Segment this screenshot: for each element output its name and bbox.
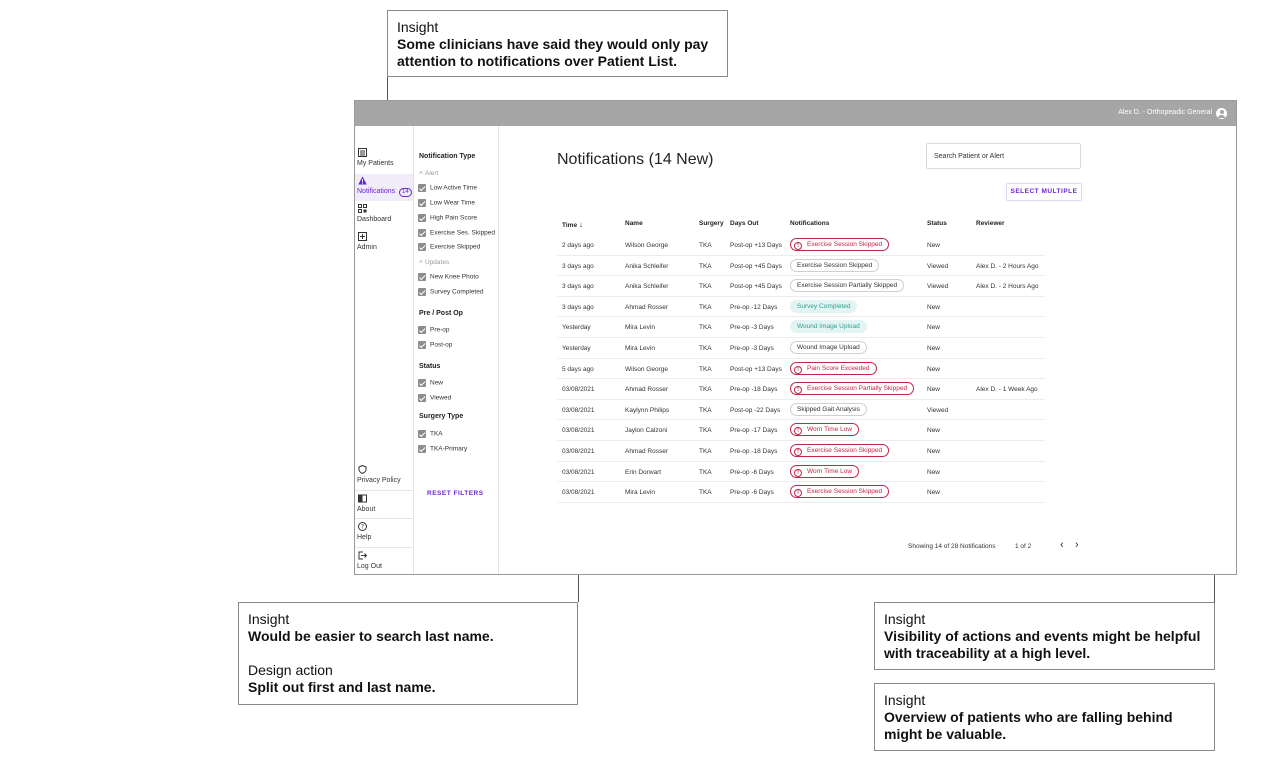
cell-surgery: TKA xyxy=(699,303,712,311)
warning-icon xyxy=(358,176,367,185)
pagination-summary: Showing 14 of 28 Notifications xyxy=(908,543,996,550)
nav-item-dashboard[interactable] xyxy=(355,202,413,229)
caret-up-icon: ˄ xyxy=(419,259,423,266)
cell-days-out: Pre-op -18 Days xyxy=(730,448,778,455)
next-page-button[interactable]: › xyxy=(1075,539,1079,551)
alert-icon: ! xyxy=(794,469,802,477)
select-multiple-button[interactable]: SELECT MULTIPLE xyxy=(1006,183,1082,201)
cell-surgery: TKA xyxy=(699,262,712,270)
table-row[interactable] xyxy=(557,317,1045,338)
cell-days-out: Pre-op -3 Days xyxy=(730,324,774,332)
filter-panel xyxy=(414,126,499,575)
column-header-reviewer: Reviewer xyxy=(976,220,1005,227)
nav-divider xyxy=(355,490,413,491)
cell-time: 3 days ago xyxy=(562,283,594,291)
nav-label: About xyxy=(357,506,376,513)
checkbox-checked-icon xyxy=(418,229,426,237)
cell-surgery: TKA xyxy=(699,345,712,352)
filter-checkbox[interactable] xyxy=(418,379,443,387)
annotation-label: Insight xyxy=(884,611,926,627)
notification-chip-label: Skipped Gait Analysis xyxy=(797,405,860,413)
cell-name: Wilson George xyxy=(625,242,668,249)
nav-divider xyxy=(355,547,413,548)
cell-days-out: Post-op -22 Days xyxy=(730,406,781,414)
filter-checkbox[interactable] xyxy=(418,326,450,334)
sort-arrow-down-icon: ↓ xyxy=(578,220,583,229)
annotation-text: Overview of patients who are falling behind might be valuable. xyxy=(884,709,1173,742)
table-row[interactable] xyxy=(557,235,1045,256)
checkbox-checked-icon xyxy=(418,379,426,387)
notification-chip-label: Wound Image Upload xyxy=(797,344,860,351)
filter-label: New Knee Photo xyxy=(430,273,479,281)
annotation-text: Visibility of actions and events might be helpful with traceability at a high level. xyxy=(884,628,1201,661)
alert-icon: ! xyxy=(794,427,802,435)
cell-name: Kaylynn Philips xyxy=(625,406,670,414)
filter-checkbox[interactable] xyxy=(418,430,443,438)
filter-label: New xyxy=(430,379,444,387)
nav-item-log-out[interactable] xyxy=(355,549,413,575)
filter-group-label: Updates xyxy=(425,259,450,266)
filter-checkbox[interactable] xyxy=(418,288,483,296)
annotation-text: Some clinicians have said they would only pay attention to notifications over Patient List. xyxy=(397,36,709,69)
cell-reviewer: Alex D. - 1 Week Ago xyxy=(976,386,1038,394)
cell-time: 03/08/2021 xyxy=(562,406,595,414)
table-row[interactable] xyxy=(557,297,1045,318)
nav-item-help[interactable] xyxy=(355,520,413,547)
top-bar xyxy=(355,101,1236,126)
app-window xyxy=(354,100,1237,575)
nav-label: Privacy Policy xyxy=(357,477,401,484)
column-header-label: Time xyxy=(562,222,578,229)
notification-chip[interactable] xyxy=(790,403,867,416)
cell-surgery: TKA xyxy=(699,324,712,332)
filter-group-updates[interactable] xyxy=(419,259,449,266)
cell-reviewer: Alex D. - 2 Hours Ago xyxy=(976,283,1039,291)
column-header-surgery: Surgery xyxy=(699,220,724,227)
nav-label: Admin xyxy=(357,244,377,251)
checkbox-checked-icon xyxy=(418,214,426,222)
cell-time: Yesterday xyxy=(562,324,591,332)
annotation-label: Insight xyxy=(884,692,926,708)
nav-item-privacy-policy[interactable] xyxy=(355,463,413,490)
cell-time: 03/08/2021 xyxy=(562,427,595,435)
cell-surgery: TKA xyxy=(699,242,712,249)
filter-checkbox[interactable] xyxy=(418,273,479,281)
list-icon xyxy=(358,148,367,157)
cell-time: 2 days ago xyxy=(562,242,594,249)
notification-chip[interactable] xyxy=(790,423,859,436)
column-header-name: Name xyxy=(625,220,643,227)
filter-label: Low Wear Time xyxy=(430,199,476,207)
cell-name: Mira Levin xyxy=(625,345,655,352)
cell-surgery: TKA xyxy=(699,365,712,373)
filter-label: Exercise Ses. Skipped xyxy=(430,229,496,237)
table-row[interactable] xyxy=(557,462,1045,483)
cell-status: New xyxy=(927,324,941,332)
annotation-right-1 xyxy=(874,602,1215,670)
notification-chip-label: Exercise Session Partially Skipped xyxy=(797,282,898,290)
annotation-top xyxy=(387,10,728,77)
shield-icon xyxy=(358,465,367,474)
filter-heading-surgery-type: Surgery Type xyxy=(419,413,464,420)
book-icon xyxy=(358,494,367,503)
svg-text:?: ? xyxy=(360,523,365,531)
logout-icon xyxy=(358,551,367,560)
notification-chip-label: Worn Time Low xyxy=(807,426,853,434)
nav-label: Dashboard xyxy=(357,216,392,223)
checkbox-checked-icon xyxy=(418,394,426,402)
table-row[interactable] xyxy=(557,482,1045,503)
filter-checkbox[interactable] xyxy=(418,199,475,207)
annotation-right-2 xyxy=(874,683,1215,751)
cell-days-out: Post-op +45 Days xyxy=(730,283,782,291)
prev-page-button[interactable]: ‹ xyxy=(1060,539,1064,551)
cell-name: Anika Schleifer xyxy=(625,262,669,270)
cell-days-out: Pre-op -6 Days xyxy=(730,468,774,476)
notification-count-badge: 14 xyxy=(399,188,412,197)
cell-name: Ahmad Rosser xyxy=(625,448,668,455)
cell-status: Viewed xyxy=(927,406,949,414)
checkbox-checked-icon xyxy=(418,243,426,251)
table-row[interactable] xyxy=(557,256,1045,277)
reset-filters-button[interactable]: RESET FILTERS xyxy=(427,490,484,497)
column-header-time[interactable] xyxy=(562,220,583,229)
nav-label: Log Out xyxy=(357,563,382,570)
cell-surgery: TKA xyxy=(699,489,712,497)
cell-reviewer: Alex D. - 2 Hours Ago xyxy=(976,262,1039,270)
left-nav xyxy=(355,126,414,575)
cell-days-out: Post-op +45 Days xyxy=(730,262,782,270)
filter-label: High Pain Score xyxy=(430,214,477,222)
filter-label: Low Active Time xyxy=(430,184,477,192)
checkbox-checked-icon xyxy=(418,326,426,334)
pagination-pages: 1 of 2 xyxy=(1015,543,1032,550)
notification-chip[interactable] xyxy=(790,465,859,478)
filter-group-alert[interactable] xyxy=(419,170,438,177)
nav-label: My Patients xyxy=(357,160,394,167)
notification-chip[interactable] xyxy=(790,259,879,272)
plus-box-icon xyxy=(358,232,367,241)
filter-heading-notification-type: Notification Type xyxy=(419,153,476,160)
grid-icon xyxy=(358,204,367,213)
cell-status: New xyxy=(927,386,941,394)
column-header-days-out: Days Out xyxy=(730,220,759,227)
cell-time: 3 days ago xyxy=(562,262,594,270)
filter-heading-status: Status xyxy=(419,363,441,370)
table-row[interactable] xyxy=(557,379,1045,400)
nav-item-admin[interactable] xyxy=(355,230,413,257)
alert-icon: ! xyxy=(794,242,802,250)
checkbox-checked-icon xyxy=(418,199,426,207)
annotation-action-label: Design action xyxy=(248,662,333,678)
nav-divider xyxy=(355,518,413,519)
checkbox-checked-icon xyxy=(418,184,426,192)
alert-icon: ! xyxy=(794,448,802,456)
cell-time: 5 days ago xyxy=(562,365,594,373)
notification-chip[interactable] xyxy=(790,300,857,313)
notification-chip[interactable] xyxy=(790,238,889,251)
cell-time: 03/08/2021 xyxy=(562,448,595,455)
notification-chip-label: Worn Time Low xyxy=(807,467,853,475)
filter-checkbox[interactable] xyxy=(418,341,452,349)
checkbox-checked-icon xyxy=(418,341,426,349)
column-header-status: Status xyxy=(927,220,947,227)
notification-chip-label: Survey Completed xyxy=(797,302,851,310)
cell-status: New xyxy=(927,427,941,435)
caret-up-icon: ˄ xyxy=(419,170,423,177)
checkbox-checked-icon xyxy=(418,288,426,296)
cell-days-out: Pre-op -17 Days xyxy=(730,427,778,435)
filter-heading-prepost: Pre / Post Op xyxy=(419,310,463,317)
column-header-notifications: Notifications xyxy=(790,220,830,227)
notification-chip-label: Exercise Session Skipped xyxy=(807,488,883,496)
filter-label: Survey Completed xyxy=(430,288,484,296)
cell-days-out: Post-op +13 Days xyxy=(730,242,782,249)
checkbox-checked-icon xyxy=(418,430,426,438)
filter-checkbox[interactable] xyxy=(418,243,480,251)
annotation-label: Insight xyxy=(397,19,439,35)
cell-name: Erin Dorwart xyxy=(625,468,662,476)
cell-name: Anika Schleifer xyxy=(625,283,669,291)
cell-status: New xyxy=(927,242,941,249)
nav-label: Notifications xyxy=(357,188,396,195)
notification-chip[interactable] xyxy=(790,444,889,457)
help-icon xyxy=(358,522,367,531)
alert-icon: ! xyxy=(794,489,802,497)
nav-item-notifications[interactable] xyxy=(355,174,413,201)
cell-status: New xyxy=(927,365,941,373)
annotation-text: Would be easier to search last name. xyxy=(248,628,494,644)
cell-surgery: TKA xyxy=(699,427,712,435)
cell-time: 03/08/2021 xyxy=(562,489,595,497)
table-row[interactable] xyxy=(557,359,1045,380)
cell-name: Jaylon Calzoni xyxy=(625,427,668,435)
notification-chip[interactable] xyxy=(790,279,904,292)
nav-item-about[interactable] xyxy=(355,492,413,519)
checkbox-checked-icon xyxy=(418,273,426,281)
page-title: Notifications (14 New) xyxy=(557,151,714,168)
cell-status: New xyxy=(927,448,941,455)
filter-checkbox[interactable] xyxy=(418,184,477,192)
cell-name: Ahmad Rosser xyxy=(625,386,668,394)
notification-chip-label: Exercise Session Skipped xyxy=(797,261,873,269)
table-row[interactable] xyxy=(557,400,1045,421)
annotation-action-text: Split out first and last name. xyxy=(248,679,436,695)
notification-chip-label: Exercise Session Skipped xyxy=(807,447,883,454)
cell-status: New xyxy=(927,489,941,497)
annotation-bottom-left xyxy=(238,602,578,705)
cell-status: Viewed xyxy=(927,283,949,291)
cell-time: 03/08/2021 xyxy=(562,386,595,394)
user-label[interactable]: Alex D. - Orthopeadic General xyxy=(1118,109,1212,116)
notification-chip-label: Exercise Session Skipped xyxy=(807,241,883,248)
cell-days-out: Pre-op -6 Days xyxy=(730,489,774,497)
cell-status: New xyxy=(927,303,941,311)
filter-label: TKA xyxy=(430,430,443,438)
cell-surgery: TKA xyxy=(699,448,712,455)
cell-time: 3 days ago xyxy=(562,303,594,311)
cell-days-out: Pre-op -12 Days xyxy=(730,303,778,311)
filter-label: Pre-op xyxy=(430,326,450,334)
filter-label: Post-op xyxy=(430,341,453,349)
notification-chip[interactable] xyxy=(790,485,889,498)
cell-name: Mira Levin xyxy=(625,489,655,497)
cell-surgery: TKA xyxy=(699,406,712,414)
cell-time: Yesterday xyxy=(562,345,591,352)
cell-time: 03/08/2021 xyxy=(562,468,595,476)
checkbox-checked-icon xyxy=(418,445,426,453)
notification-chip[interactable] xyxy=(790,320,867,333)
table-row[interactable] xyxy=(557,338,1045,359)
table-row[interactable] xyxy=(557,420,1045,441)
cell-name: Ahmad Rosser xyxy=(625,303,668,311)
notification-chip[interactable] xyxy=(790,362,877,375)
notification-chip[interactable] xyxy=(790,382,914,395)
filter-checkbox[interactable] xyxy=(418,214,477,222)
search-input[interactable]: Search Patient or Alert xyxy=(926,143,1081,169)
notification-chip-label: Exercise Session Partially Skipped xyxy=(807,385,908,393)
notification-chip-label: Pain Score Exceeded xyxy=(807,364,870,372)
cell-days-out: Pre-op -3 Days xyxy=(730,345,774,352)
cell-status: Viewed xyxy=(927,262,949,270)
filter-label: Exercise Skipped xyxy=(430,243,481,251)
cell-status: New xyxy=(927,468,941,476)
filter-checkbox[interactable] xyxy=(418,229,495,237)
notification-chip-label: Wound Image Upload xyxy=(797,323,860,331)
filter-checkbox[interactable] xyxy=(418,394,451,402)
cell-surgery: TKA xyxy=(699,468,712,476)
cell-days-out: Post-op +13 Days xyxy=(730,365,782,373)
nav-item-my-patients[interactable] xyxy=(355,146,413,173)
cell-name: Mira Levin xyxy=(625,324,655,332)
cell-surgery: TKA xyxy=(699,283,712,291)
filter-checkbox[interactable] xyxy=(418,445,467,453)
alert-icon: ! xyxy=(794,386,802,394)
filter-label: TKA-Primary xyxy=(430,445,468,453)
filter-group-label: Alert xyxy=(425,170,439,177)
cell-name: Wilson George xyxy=(625,365,668,373)
cell-days-out: Pre-op -18 Days xyxy=(730,386,778,394)
nav-label: Help xyxy=(357,534,372,541)
filter-label: Viewed xyxy=(430,394,452,402)
account-icon[interactable] xyxy=(1216,108,1227,119)
cell-surgery: TKA xyxy=(699,386,712,394)
notification-chip[interactable] xyxy=(790,341,867,354)
annotation-label: Insight xyxy=(248,611,290,627)
table-row[interactable] xyxy=(557,276,1045,297)
cell-status: New xyxy=(927,345,941,352)
table-row[interactable] xyxy=(557,441,1045,462)
alert-icon: ! xyxy=(794,366,802,374)
